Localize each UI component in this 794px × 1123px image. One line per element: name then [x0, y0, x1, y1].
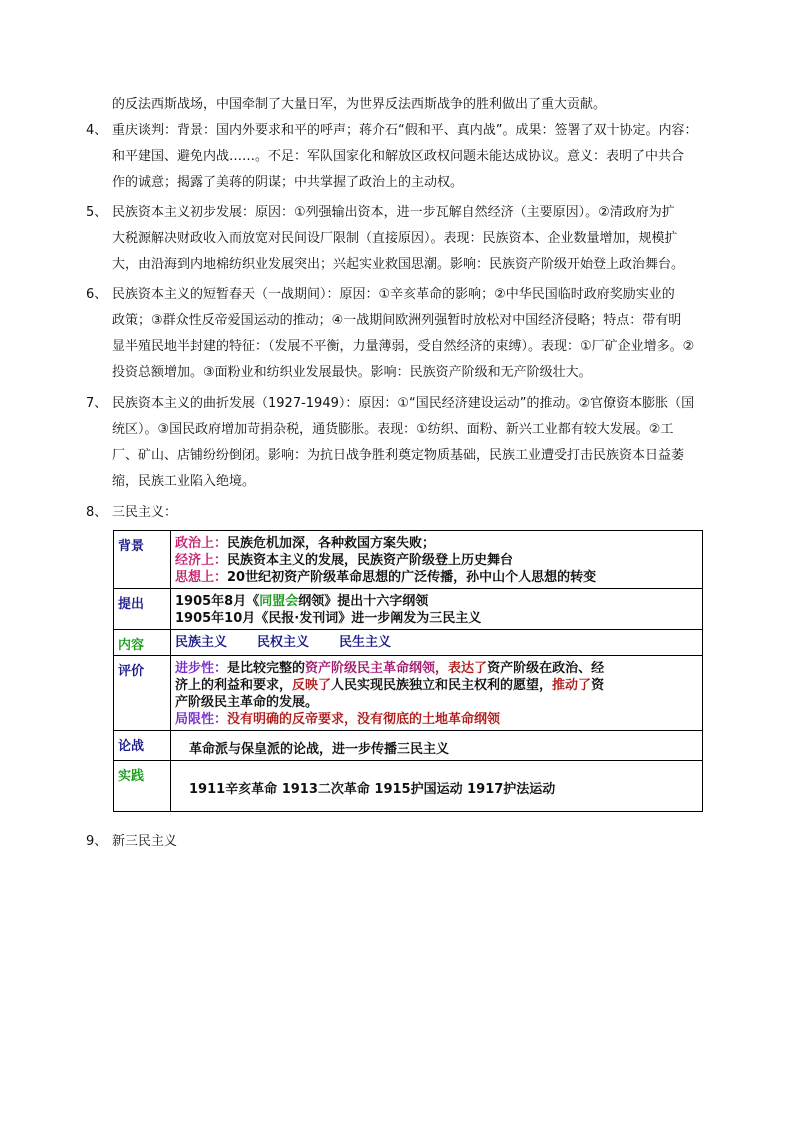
item-number: 8、: [86, 505, 108, 520]
row-head: 内容: [114, 630, 171, 656]
continued-paragraph: [86, 92, 736, 118]
item-number: 4、: [86, 123, 108, 138]
row-head: 背景: [114, 531, 171, 589]
list-item-4: [86, 118, 736, 196]
table-row-debate: [114, 731, 703, 761]
table-row-practice: [114, 761, 703, 812]
three-principles-table: [113, 530, 703, 812]
item-line: 民族资本主义的曲折发展（1927-1949）：原因：①“国民经济建设运动”的推动。②官僚资本膨胀（国: [112, 396, 695, 411]
list-item-8: [86, 500, 736, 526]
row-content: 政治上：民族危机加深，各种救国方案失败； 经济上：民族资本主义的发展，民族资产阶级登上历史舞台 思想上：20世纪初资产阶级革命思想的广泛传播，孙中山个人思想的转变: [171, 531, 703, 589]
item-line: 大税源解决财政收入而放宽对民间设厂限制（直接原因）。表现：民族资本、企业数量增加，规模扩: [112, 231, 678, 246]
item-line: 民族资本主义的短暂春天（一战期间）：原因：①辛亥革命的影响；②中华民国临时政府奖励实业的: [112, 287, 675, 302]
row-content: 进步性：是比较完整的资产阶级民主革命纲领，表达了资产阶级在政治、经 济上的利益和要求，反映了人民实现民族独立和民主权利的愿望，推动了资 产阶级民主革命的发展。 局限性：没有明确的反帝要求，没有彻底的土地革命纲领: [171, 656, 703, 731]
item-line: 三民主义：: [112, 505, 178, 520]
row-content: 民族主义 民权主义 民生主义: [171, 630, 703, 656]
row-head: 评价: [114, 656, 171, 731]
list-item-9: [86, 829, 736, 855]
item-line: 和平建国、避免内战……。不足：军队国家化和解放区政权问题未能达成协议。意义：表明了中共合: [112, 149, 685, 164]
item-number: 9、: [86, 834, 108, 849]
item-line: 缩，民族工业陷入绝境。: [112, 474, 256, 489]
item-line: 大，由沿海到内地棉纺织业发展突出；兴起实业救国思潮。影响：民族资产阶级开始登上政治舞台。: [112, 257, 685, 272]
row-head: 论战: [114, 731, 171, 761]
list-item-6: [86, 282, 736, 386]
item-line: 厂、矿山、店铺纷纷倒闭。影响：为抗日战争胜利奠定物质基础，民族工业遭受打击民族资本日益萎: [112, 448, 685, 463]
item-line: 政策；③群众性反帝爱国运动的推动；④一战期间欧洲列强暂时放松对中国经济侵略；特点：带有明: [112, 313, 682, 328]
paragraph-text: 的反法西斯战场，中国牵制了大量日军，为世界反法西斯战争的胜利做出了重大贡献。: [112, 97, 607, 112]
list-item-7: [86, 391, 736, 495]
table-row-evaluate: [114, 656, 703, 731]
item-line: 民族资本主义初步发展：原因：①列强输出资本，进一步瓦解自然经济（主要原因）。②清政府为扩: [112, 205, 675, 220]
row-head: 实践: [114, 761, 171, 812]
item-number: 7、: [86, 396, 108, 411]
item-number: 6、: [86, 287, 108, 302]
item-line: 显半殖民地半封建的特征：（发展不平衡，力量薄弱，受自然经济的束缚）。表现：①厂矿企业增多。②: [112, 339, 695, 354]
row-content: 1911辛亥革命 1913二次革命 1915护国运动 1917护法运动: [171, 761, 703, 812]
table-row-content: [114, 630, 703, 656]
list-item-5: [86, 200, 736, 278]
item-line: 新三民主义: [112, 834, 178, 849]
item-line: 统区）。③国民政府增加苛捐杂税，通货膨胀。表现：①纺织、面粉、新兴工业都有较大发展。②工: [112, 422, 674, 437]
row-content: 1905年8月《同盟会纲领》提出十六字纲领 1905年10月《民报·发刊词》进一步阐发为三民主义: [171, 589, 703, 630]
item-number: 5、: [86, 205, 108, 220]
item-line: 作的诚意；揭露了美蒋的阴谋；中共掌握了政治上的主动权。: [112, 175, 464, 190]
row-head: 提出: [114, 589, 171, 630]
row-content: 革命派与保皇派的论战，进一步传播三民主义: [171, 731, 703, 761]
table-row-background: [114, 531, 703, 589]
table-row-propose: [114, 589, 703, 630]
item-line: 重庆谈判：背景：国内外要求和平的呼声；蒋介石“假和平、真内战”。成果：签署了双十协定。内容：: [112, 123, 698, 138]
item-line: 投资总额增加。③面粉业和纺织业发展最快。影响：民族资产阶级和无产阶级壮大。: [112, 365, 592, 380]
